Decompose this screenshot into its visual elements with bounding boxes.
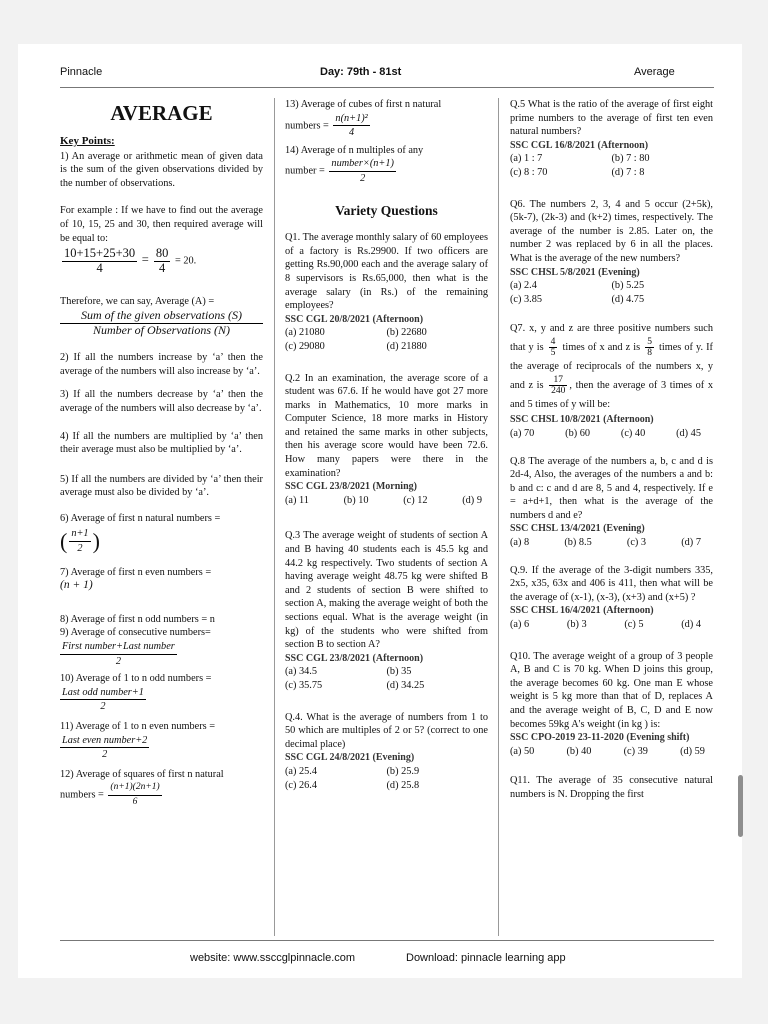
header-topic: Average <box>634 66 675 78</box>
point-11-formula: $\frac{\text{Last even number+2}}{2}$ <box>62 734 148 761</box>
example-formula: $\frac{10+15+25+30}{4}$ = $\frac{80}{4}$ = 20. <box>64 246 197 275</box>
question-10-options: (a) 50 (b) 40 (c) 39 (d) 59 <box>510 745 705 757</box>
point-13-formula: numbers = $\frac{\text{n(n+1)²}}{4}$ <box>285 112 368 139</box>
header-rule <box>60 87 714 88</box>
question-6: Q6. The numbers 2, 3, 4 and 5 occur (2+5k), (5k-7), (2k-3) and (k+2) times, respectively. The average of the number is 2.85. Later on, the number 2 was replaced by 6 in all the places. What is the average of the new numbers? <box>510 198 713 264</box>
column-divider-2 <box>498 98 499 936</box>
footer-rule <box>60 940 714 941</box>
point-10: 10) Average of 1 to n odd numbers = <box>60 673 212 685</box>
point-14-formula: number = $\frac{\text{number×(n+1)}}{2}$ <box>285 158 394 184</box>
point-12-formula: numbers = $\frac{(n+1)(2n+1)}{6}$ <box>60 782 160 807</box>
question-7-source: SSC CHSL 10/8/2021 (Afternoon) <box>510 414 654 426</box>
question-3-options: (a) 34.5 (b) 35 (c) 35.75 (d) 34.25 <box>285 666 425 691</box>
column-key-points <box>60 98 263 810</box>
question-1-source: SSC CGL 20/8/2021 (Afternoon) <box>285 313 424 325</box>
point-10-formula: $\frac{\text{Last odd number+1}}{2}$ <box>62 686 144 713</box>
point-12: 12) Average of squares of first n natural <box>60 768 224 780</box>
question-4-source: SSC CGL 24/8/2021 (Evening) <box>285 752 415 764</box>
question-11: Q11. The average of 35 consecutive natural numbers is N. Dropping the first <box>510 775 713 800</box>
question-6-source: SSC CHSL 5/8/2021 (Evening) <box>510 266 640 278</box>
example-text: For example : If we have to find out the average of 10, 15, 25 and 30, then required average will be equal to: <box>60 205 263 244</box>
column-divider-1 <box>274 98 275 936</box>
question-8: Q.8 The average of the numbers a, b, c and d is 2d-4, Also, the averages of the numbers a and b: b and c: c and d are 8, 5 and 4, respectively. If e = a+d+1, then what is the average of the numbers d and e? <box>510 455 713 521</box>
question-9-source: SSC CHSL 16/4/2021 (Afternoon) <box>510 605 654 617</box>
question-7: Q7. x, y and z are three positive numbers such that y is $\frac{4}{5}$ times of x and z is $\frac{5}{8}$ times of y. If the average of reciprocals of the numbers x, y and z is $\frac{17}{240}$ , then the average of 3 times of x and 5 times of y will be: <box>510 323 713 411</box>
question-2-options: (a) 11 (b) 10 (c) 12 (d) 9 <box>285 494 482 506</box>
question-5: Q.5 What is the ratio of the average of first eight prime numbers to the average of first ten even natural numbers? <box>510 99 713 138</box>
question-6-options: (a) 2.4 (b) 5.25 (c) 3.85 (d) 4.75 <box>510 280 645 305</box>
question-2-source: SSC CGL 23/8/2021 (Morning) <box>285 481 417 493</box>
header-brand: Pinnacle <box>60 66 103 78</box>
key-points-heading: Key Points: <box>60 135 115 147</box>
footer-download: Download: pinnacle learning app <box>406 952 566 964</box>
question-4-options: (a) 25.4 (b) 25.9 (c) 26.4 (d) 25.8 <box>285 765 420 791</box>
question-7-options: (a) 70 (b) 60 (c) 40 (d) 45 <box>510 427 701 439</box>
point-4: 4) If all the numbers are multiplied by ‘a’ then their average must also be multiplied by ‘a’. <box>60 430 263 456</box>
question-3-source: SSC CGL 23/8/2021 (Afternoon) <box>285 652 424 664</box>
point-7: 7) Average of first n even numbers = <box>60 566 212 578</box>
point-3: 3) If all the numbers decrease by ‘a’ then the average of the numbers will also decrease by ‘a’. <box>60 389 263 414</box>
question-9-options: (a) 6 (b) 3 (c) 5 (d) 4 <box>510 619 701 631</box>
question-10: Q10. The average weight of a group of 3 people A, B and C is 70 kg. When D joins this group, the average becomes 60 kg. One man E whose weight is 5 kg more than that of D, replaces A and the average weight of B, C, D and E now becomes 59kg A's weight (in kg ) is: <box>510 650 713 730</box>
point-7-formula: (n + 1) <box>60 579 93 592</box>
question-1-options: (a) 21080 (b) 22680 (c) 29080 (d) 21880 <box>285 327 427 352</box>
page-title: AVERAGE <box>110 101 213 125</box>
point-9-formula: $\frac{\text{First number+Last number}}{2}$ <box>62 641 175 667</box>
question-9: Q.9. If the average of the 3-digit numbers 335, 2x5, x35, 63x and 406 is 411, then what will be the average of (x-1), (x-3), (x+3) and (x+5) ? <box>510 564 713 603</box>
question-2: Q.2 In an examination, the average score of a student was 67.6. If he would have got 27 more marks in Mathematics, 10 more marks in Computer Science, 18 more marks in History and retained the same marks in other subjects, then his average score would have been 72.6. How many papers were there in the examination? <box>285 372 488 479</box>
question-8-options: (a) 8 (b) 8.5 (c) 3 (d) 7 <box>510 537 701 549</box>
variety-questions-heading: Variety Questions <box>335 202 438 218</box>
vertical-scrollbar[interactable] <box>738 775 743 837</box>
question-5-source: SSC CGL 16/8/2021 (Afternoon) <box>510 139 649 151</box>
question-3: Q.3 The average weight of students of section A and B having 40 students each is 45.5 kg and 44.2 kg respectively. Two students of section A having average weight 48.75 kg were shifted B and 2 students of section B were shifted to section A, making the average weight of both the sections equal. What is the average weight (in kg) of the students who were shifted from section B to section A? <box>285 530 488 651</box>
average-formula: $\frac{\text{Sum of the given observations (S)}}{\text{Number of Observations (N)}}$ <box>60 309 263 337</box>
column-questions-2 <box>510 98 713 802</box>
question-1: Q1. The average monthly salary of 60 employees of a factory is Rs.29900. If two officers are getting Rs.90,000 each and the average salary of 8 supervisors is Rs.65,000, then what is the average salary (in Rs.) of the remaining employees? <box>285 232 488 312</box>
point-9: 9) Average of consecutive numbers= <box>60 627 211 639</box>
point-13: 13) Average of cubes of first n natural <box>285 99 442 110</box>
point-8: 8) Average of first n odd numbers = n <box>60 613 215 625</box>
question-4: Q.4. What is the average of numbers from 1 to 50 which are multiples of 2 or 5? (correct to one decimal place) <box>285 711 488 750</box>
question-5-options: (a) 1 : 7 (b) 7 : 80 (c) 8 : 70 (d) 7 : 8 <box>510 153 650 178</box>
point-11: 11) Average of 1 to n even numbers = <box>60 721 216 732</box>
question-8-source: SSC CHSL 13/4/2021 (Evening) <box>510 523 645 535</box>
column-questions-1 <box>285 98 488 792</box>
point-1: 1) An average or arithmetic mean of given data is the sum of the given observations divided by the number of observations. <box>60 150 263 189</box>
question-10-source: SSC CPO-2019 23-11-2020 (Evening shift) <box>510 732 690 744</box>
header-day: Day: 79th - 81st <box>320 66 402 78</box>
point-6-formula: ( $\frac{n+1}{2}$ ) <box>60 528 100 555</box>
therefore-text: Therefore, we can say, Average (A) = <box>60 296 215 308</box>
point-14: 14) Average of n multiples of any <box>285 144 424 156</box>
point-2: 2) If all the numbers increase by ‘a’ then the average of the numbers will also increase by ‘a’. <box>60 352 263 377</box>
point-5: 5) If all the numbers are divided by ‘a’ then their average must also be divided by ‘a’. <box>60 473 263 499</box>
footer-website: website: www.ssccglpinnacle.com <box>190 952 356 964</box>
point-6: 6) Average of first n natural numbers = <box>60 512 221 524</box>
